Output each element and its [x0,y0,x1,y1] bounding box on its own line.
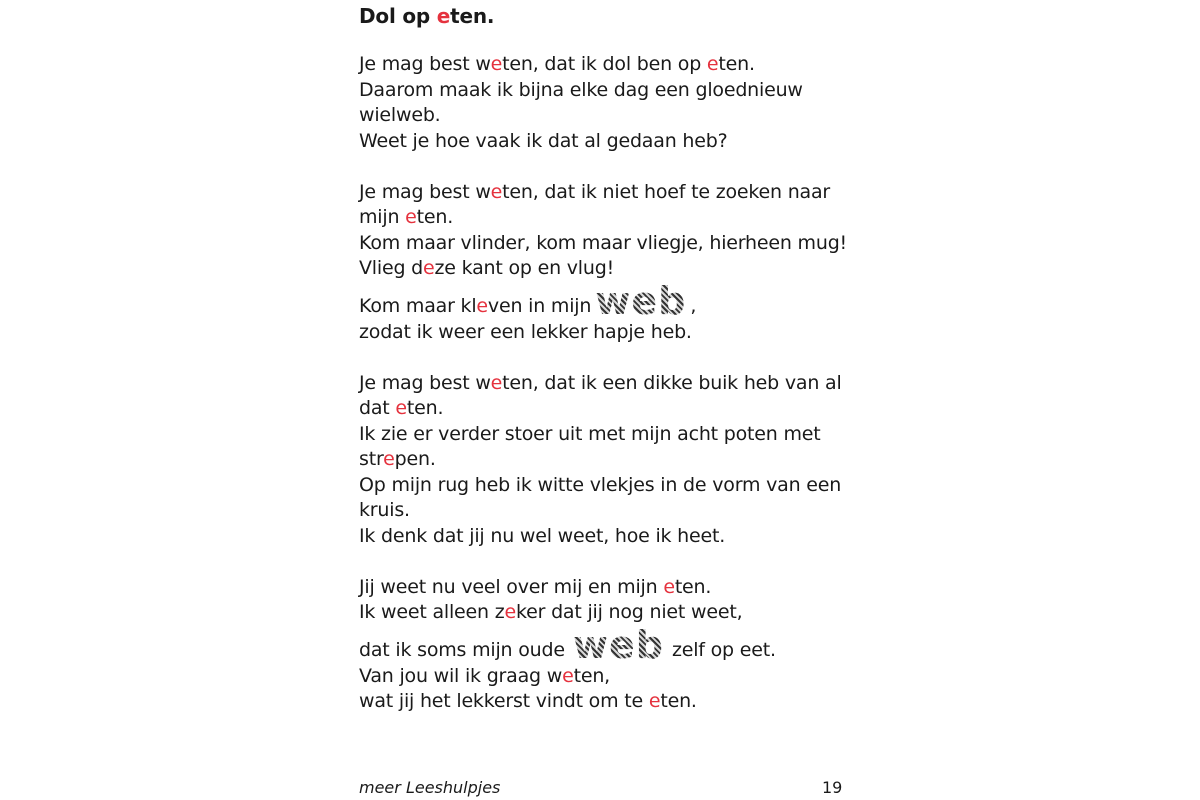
poem-line: wielweb. [359,104,441,126]
title-highlight: e [436,4,451,28]
poem-line: Kom maar vlinder, kom maar vliegje, hierheen mug! [359,231,847,254]
stanza-gap [359,29,859,52]
line-text: ker dat jij nog niet weet, [516,601,743,623]
footer-series-title: meer Leeshulpjes [359,778,501,797]
poem-line [359,396,859,422]
poem-title [359,3,859,29]
stanza-gap [359,345,859,371]
title-text: Dol op [359,4,437,28]
highlight-letter: e [490,53,503,75]
poem-line [359,664,859,690]
line-text: Je mag best w [359,180,491,203]
line-text: ten, [573,664,611,687]
line-text: Vlieg d [359,257,424,279]
line-text: zelf op eet. [671,638,776,661]
line-text: Je mag best w [359,371,491,394]
line-text: Van jou wil ik graag w [359,664,563,687]
highlight-letter: e [476,294,488,317]
stanza-2 [359,180,859,346]
spiderweb-word-icon: web [595,278,687,323]
line-text: pen. [394,448,436,470]
poem-line [359,371,859,397]
spiderweb-word-icon: web [572,622,664,667]
line-text: ven in mijn [487,294,592,317]
highlight-letter: e [648,690,661,712]
line-text: ten. [406,397,444,419]
highlight-letter: e [383,448,395,470]
line-text: Je mag best w [359,53,491,75]
poem-line [359,575,859,601]
highlight-letter: e [706,53,719,75]
poem [359,0,859,715]
stanza-gap [359,549,859,575]
line-text: dat [359,397,396,419]
line-text: wat jij het lekkerst vindt om te [359,690,649,712]
poem-line [359,52,859,78]
poem-line: kruis. [359,499,410,521]
line-text: ten, dat ik een dikke buik heb van al [502,371,842,394]
poem-line [359,447,859,473]
line-text: ten. [674,575,712,598]
line-text: Kom maar kl [359,294,477,317]
highlight-letter: e [423,257,435,279]
highlight-letter: e [562,664,574,687]
line-text: ten, dat ik dol ben op [502,53,707,75]
line-text: str [359,448,384,470]
poem-line [359,180,859,206]
title-text: ten. [450,4,495,28]
stanza-3 [359,371,859,550]
line-text: mijn [359,206,406,228]
highlight-letter: e [663,575,675,598]
line-text: ten. [718,53,755,75]
poem-line [359,689,859,715]
poem-line: Ik zie er verder stoer uit met mijn acht poten met [359,422,821,445]
poem-line: Op mijn rug heb ik witte vlekjes in de vorm van een [359,473,842,496]
highlight-letter: e [405,206,417,228]
poem-line: Ik denk dat jij nu wel weet, hoe ik heet. [359,524,726,547]
poem-line [359,205,859,231]
highlight-letter: e [490,180,503,203]
poem-line [359,256,859,282]
line-text: dat ik soms mijn oude [359,638,565,661]
line-text: Jij weet nu veel over mij en mijn [359,575,664,598]
line-text: ten. [416,206,454,228]
poem-line: zodat ik weer een lekker hapje heb. [359,320,692,343]
poem-line [359,622,859,667]
highlight-letter: e [504,601,516,623]
highlight-letter: e [395,397,407,419]
line-text: ze kant op en vlug! [434,257,614,279]
stanza-1 [359,52,859,154]
line-text: , [690,294,697,317]
page-number: 19 [822,778,843,797]
poem-line: Daarom maak ik bijna elke dag een gloednieuw [359,78,803,101]
highlight-letter: e [490,371,503,394]
line-text: ten, dat ik niet hoef te zoeken naar [502,180,831,203]
poem-line [359,278,859,323]
poem-line [359,600,859,626]
line-text: ten. [660,690,697,712]
stanza-gap [359,154,859,180]
poem-line: Weet je hoe vaak ik dat al gedaan heb? [359,129,728,152]
line-text: Ik weet alleen z [359,601,505,623]
stanza-4 [359,575,859,715]
